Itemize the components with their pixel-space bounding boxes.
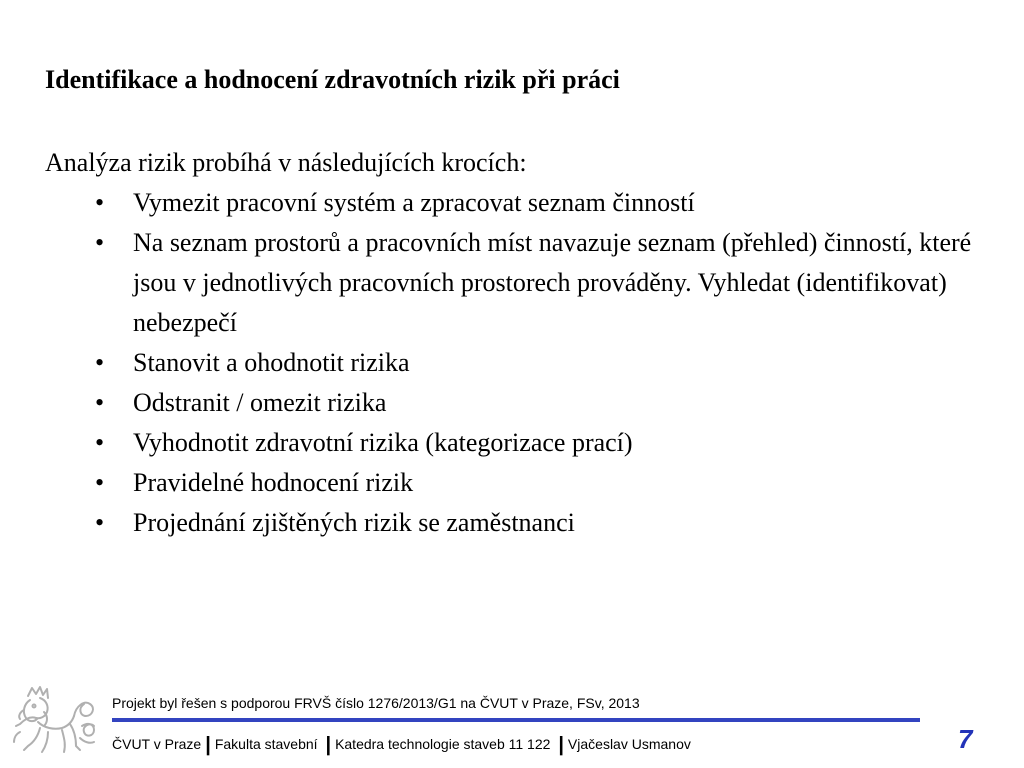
bullet-text: Pravidelné hodnocení rizik [133, 468, 414, 497]
bullet-icon: • [95, 348, 105, 377]
bullet-text: Vymezit pracovní systém a zpracovat seznam činností [133, 188, 695, 217]
cvut-lion-logo-icon [10, 682, 100, 758]
footer-separator: | [558, 734, 564, 756]
intro-text: Analýza rizik probíhá v následujících krocích: [45, 148, 527, 177]
bullet-icon: • [95, 388, 105, 417]
list-item [95, 383, 995, 423]
bullet-icon: • [95, 188, 105, 217]
footer-author: Vjačeslav Usmanov [567, 736, 691, 752]
bullet-icon: • [95, 228, 105, 257]
page-number: 7 [958, 724, 973, 754]
list-item [95, 183, 995, 223]
list-item [95, 223, 995, 343]
bullet-list [95, 183, 995, 543]
bullet-text: Projednání zjištěných rizik se zaměstnanci [133, 508, 575, 537]
footer-department: Katedra technologie staveb 11 122 [335, 736, 551, 752]
footer-university: ČVUT v Praze [112, 736, 202, 752]
footer-info [112, 734, 691, 755]
footer-faculty: Fakulta stavební [214, 736, 318, 752]
list-item [95, 463, 995, 503]
slide-title: Identifikace a hodnocení zdravotních rizik při práci [45, 65, 620, 94]
footer-separator: | [325, 734, 332, 756]
list-item [95, 343, 995, 383]
bullet-text: Stanovit a ohodnotit rizika [133, 348, 410, 377]
list-item [95, 503, 995, 543]
bullet-icon: • [95, 508, 105, 537]
bullet-text: Vyhodnotit zdravotní rizika (kategorizace prací) [133, 428, 633, 457]
footer-project-text: Projekt byl řešen s podporou FRVŠ číslo 1276/2013/G1 na ČVUT v Praze, FSv, 2013 [112, 695, 640, 711]
footer-separator: | [205, 734, 211, 756]
footer-divider [112, 718, 920, 722]
bullet-icon: • [95, 468, 105, 497]
bullet-text: Na seznam prostorů a pracovních míst navazuje seznam (přehled) činností, které jsou v jednotlivých pracovních prostorech prováděny. Vyhledat (identifikovat) nebezpečí [133, 228, 972, 337]
bullet-icon: • [95, 428, 105, 457]
list-item [95, 423, 995, 463]
bullet-text: Odstranit / omezit rizika [133, 388, 387, 417]
